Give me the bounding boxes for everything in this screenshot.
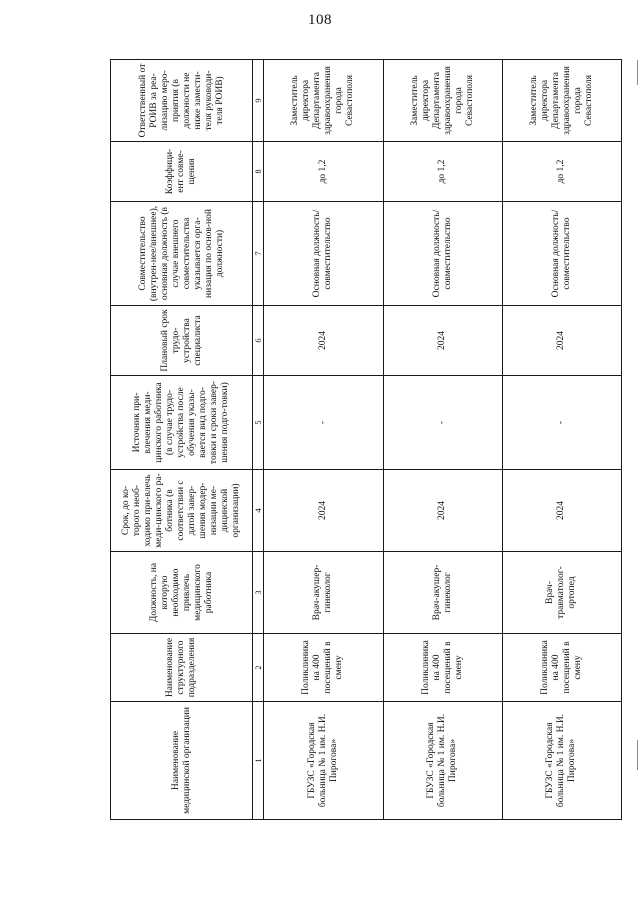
cell-coefficient: до 1,2 [502, 142, 621, 202]
header-planned: Плановый срок трудо-устройства специалиста [111, 306, 253, 376]
table-row [502, 60, 621, 820]
cell-planned: 2024 [383, 306, 502, 376]
header-source: Источник при-влечения меди-цинского работника (в случае трудо-устройства после обучения указы-вается вид подго-товки и сроки завер-шения подго-товки) [111, 376, 253, 470]
header-unit: Наименование структурного подразделения [111, 634, 253, 702]
cell-coefficient: до 1,2 [383, 142, 502, 202]
cell-planned: 2024 [502, 306, 621, 376]
column-number: 1 [253, 702, 264, 820]
column-number: 6 [253, 306, 264, 376]
cell-combination: Основная должность/ совместительство [383, 202, 502, 306]
cell-position: Врач-акушер-гинеколог [383, 552, 502, 634]
header-combination: Совместительство (внутрен-нее/внешнее), основная должность (в случае внешнего совместительства указывается орга-низация по основ-ной должности) [111, 202, 253, 306]
cell-deadline: 2024 [264, 470, 383, 552]
header-deadline: Срок, до ко-торого необ-ходимо при-влечь меди-цинского ра-ботника (в соответствии с датой завер-шения модер-низации ме-дицинской организации) [111, 470, 253, 552]
page-number: 108 [308, 12, 332, 28]
table-header-row [111, 60, 253, 820]
header-responsible: Ответственный от РОИВ за реа-лизацию меро-приятия (в должности не ниже замести-теля руководи-теля РОИВ) [111, 60, 253, 142]
column-number: 7 [253, 202, 264, 306]
cell-unit: Поликлиника на 400 посещений в смену [502, 634, 621, 702]
column-number: 2 [253, 634, 264, 702]
cell-planned: 2024 [264, 306, 383, 376]
cell-position: Врач-травматолог-ортопед [502, 552, 621, 634]
cell-deadline: 2024 [383, 470, 502, 552]
cell-org: ГБУЗС «Городская больница № 1 им. Н.И. Пирогова» [383, 702, 502, 820]
column-number: 5 [253, 376, 264, 470]
column-number: 3 [253, 552, 264, 634]
cell-responsible: Заместитель директора Департамента здравоохранения города Севастополя [502, 60, 621, 142]
cell-org: ГБУЗС «Городская больница № 1 им. Н.И. Пирогова» [264, 702, 383, 820]
cell-responsible: Заместитель директора Департамента здравоохранения города Севастополя [264, 60, 383, 142]
cell-unit: Поликлиника на 400 посещений в смену [264, 634, 383, 702]
cell-deadline: 2024 [502, 470, 621, 552]
cell-source: - [502, 376, 621, 470]
cell-position: Врач-акушер-гинеколог [264, 552, 383, 634]
staffing-table [110, 59, 622, 820]
cell-combination: Основная должность/ совместительство [264, 202, 383, 306]
column-number: 9 [253, 60, 264, 142]
table-row [383, 60, 502, 820]
cell-org: ГБУЗС «Городская больница № 1 им. Н.И. Пирогова» [502, 702, 621, 820]
cell-combination: Основная должность/ совместительство [502, 202, 621, 306]
cell-source: - [264, 376, 383, 470]
margin-scan-line [637, 740, 638, 770]
cell-source: - [383, 376, 502, 470]
header-position: Должность, на которую необходимо привлечь медицинского работника [111, 552, 253, 634]
margin-scan-line [637, 60, 638, 85]
header-org: Наименование медицинской организации [111, 702, 253, 820]
cell-unit: Поликлиника на 400 посещений в смену [383, 634, 502, 702]
cell-responsible: Заместитель директора Департамента здравоохранения города Севастополя [383, 60, 502, 142]
column-number-row [253, 60, 264, 820]
column-number: 8 [253, 142, 264, 202]
column-number: 4 [253, 470, 264, 552]
cell-coefficient: до 1,2 [264, 142, 383, 202]
table-row [264, 60, 383, 820]
header-coefficient: Коэффици-ент совме-щения [111, 142, 253, 202]
rotated-table-container [110, 60, 622, 820]
